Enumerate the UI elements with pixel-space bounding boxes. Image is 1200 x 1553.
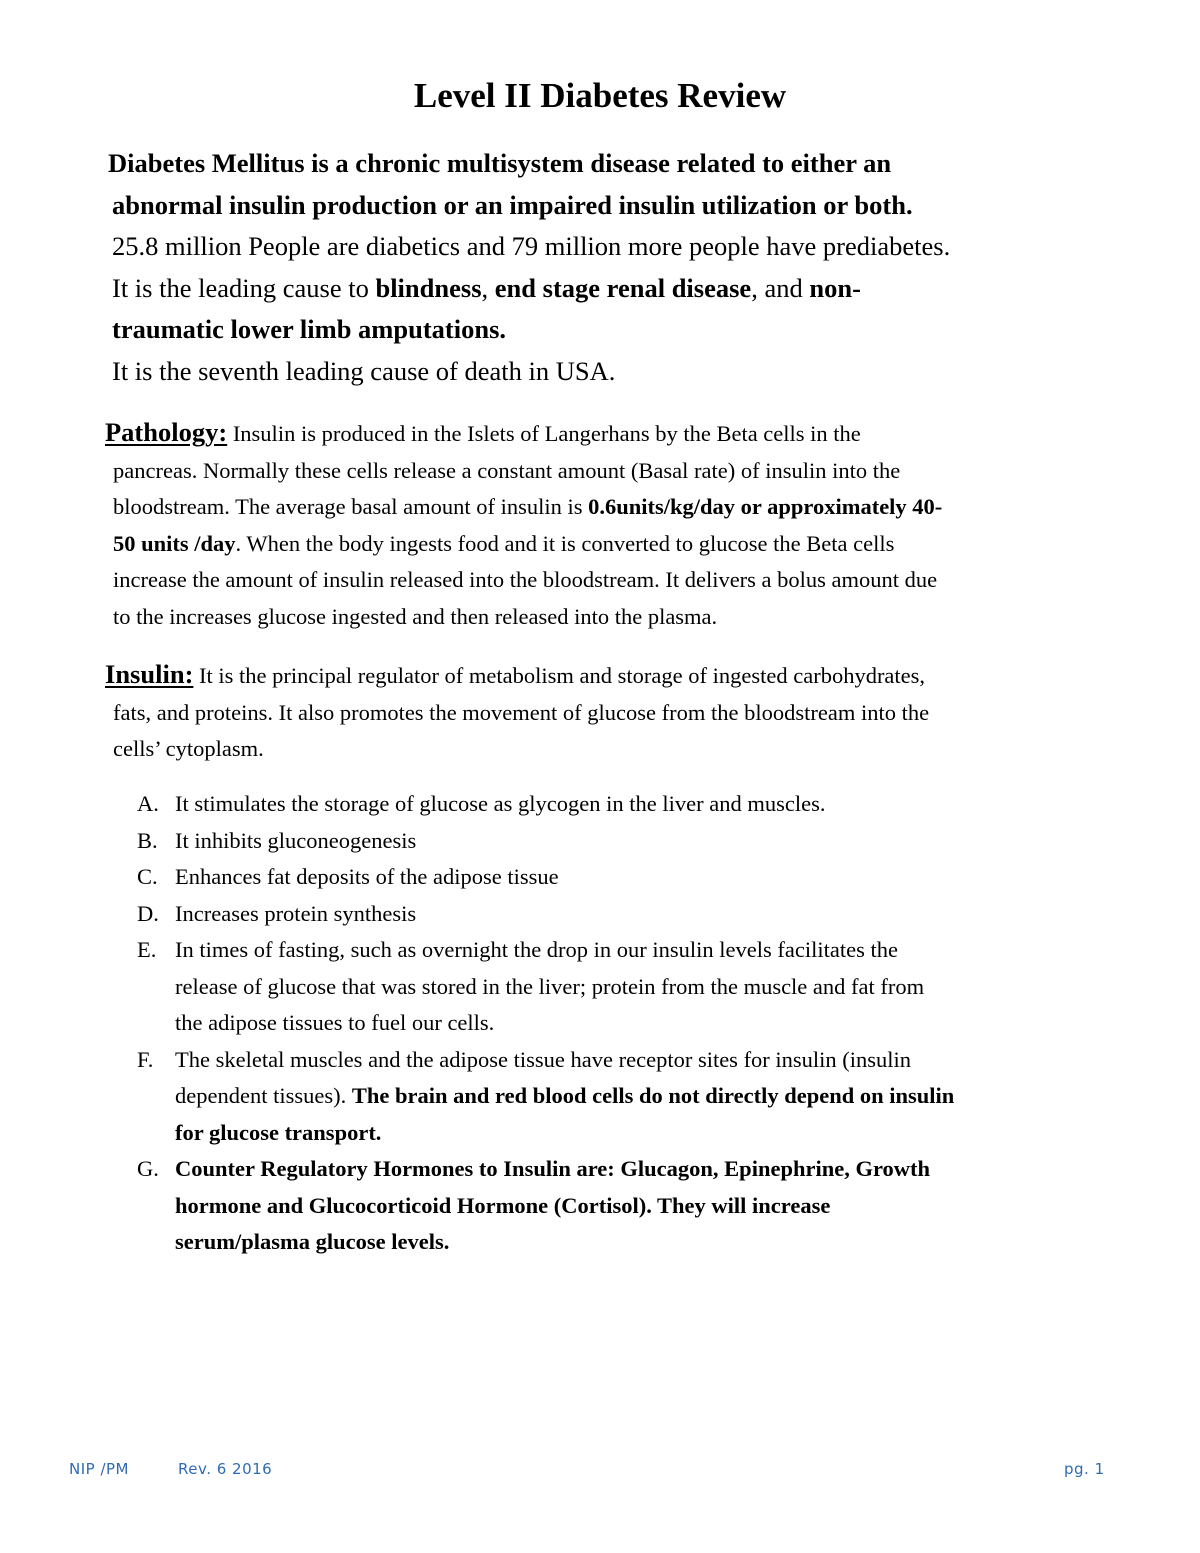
death-line: It is the seventh leading cause of death in USA.: [112, 355, 616, 386]
list-item-text: for glucose transport.: [175, 1119, 382, 1145]
list-text-bold: The brain and red blood cells do not directly depend on insulin: [351, 1083, 955, 1108]
definition-line-2: abnormal insulin production or an impaired insulin utilization or both.: [112, 189, 913, 220]
list-item-text: the adipose tissues to fuel our cells.: [175, 1010, 495, 1035]
page-title: Level II Diabetes Review: [413, 76, 787, 115]
list-text-part: dependent tissues).: [175, 1083, 352, 1108]
pathology-line-3: [113, 489, 1143, 526]
pathology-line-6: to the increases glucose ingested and then released into the plasma.: [113, 603, 718, 629]
list-marker: A.: [137, 791, 159, 816]
list-item: [137, 932, 1137, 1042]
footer-author: NIP /PM: [69, 1460, 129, 1478]
pathology-line-1: [105, 414, 1143, 453]
basal-dose-2: 50 units /day: [113, 530, 236, 556]
insulin-line-1: [105, 656, 1143, 695]
list-marker: C.: [137, 864, 158, 889]
list-marker: F.: [137, 1046, 154, 1072]
insulin-text-1: It is the principal regulator of metabolism and storage of ingested carbohydrates,: [193, 663, 926, 688]
basal-dose-1: 0.6units/kg/day or approximately 40-: [588, 494, 943, 519]
statistics-line: 25.8 million People are diabetics and 79 million more people have prediabetes.: [112, 231, 951, 261]
cause-blindness: blindness: [375, 272, 482, 303]
pathology-line-2: pancreas. Normally these cells release a constant amount (Basal rate) of insulin into the: [113, 457, 901, 483]
insulin-effects-list: [137, 786, 1137, 1261]
cause-separator-2: , and: [751, 272, 810, 303]
list-item: [137, 786, 1137, 823]
pathology-section: [105, 414, 1143, 635]
insulin-line-2: fats, and proteins. It also promotes the movement of glucose from the bloodstream into the: [113, 699, 930, 725]
list-item-text: [175, 1078, 1137, 1115]
list-item: [137, 823, 1137, 860]
list-item-text: Increases protein synthesis: [175, 900, 417, 926]
intro-paragraph: [108, 143, 1108, 392]
cause-prefix: It is the leading cause to: [112, 272, 376, 303]
list-marker: B.: [137, 827, 158, 853]
footer-revision: Rev. 6 2016: [178, 1460, 273, 1478]
list-marker: E.: [137, 937, 157, 962]
footer-page-number: pg. 1: [1064, 1460, 1105, 1478]
pathology-line-5: increase the amount of insulin released into the bloodstream. It delivers a bolus amount due: [113, 567, 938, 592]
list-marker: G.: [137, 1156, 159, 1181]
list-item-text: Enhances fat deposits of the adipose tissue: [175, 864, 559, 889]
list-item-text: It stimulates the storage of glucose as glycogen in the liver and muscles.: [175, 791, 826, 816]
pathology-line-4: [113, 526, 1143, 563]
pathology-text-1: Insulin is produced in the Islets of Langerhans by the Beta cells in the: [227, 421, 861, 446]
list-item: [137, 1151, 1137, 1261]
list-item-text: Counter Regulatory Hormones to Insulin are: Glucagon, Epinephrine, Growth: [175, 1156, 931, 1181]
list-item-text: serum/plasma glucose levels.: [175, 1229, 450, 1254]
list-item-text: release of glucose that was stored in the liver; protein from the muscle and fat from: [175, 973, 925, 999]
insulin-line-3: cells’ cytoplasm.: [113, 736, 264, 761]
list-item: [137, 1042, 1137, 1152]
list-item-text: It inhibits gluconeogenesis: [175, 827, 417, 853]
cause-separator-1: ,: [481, 272, 495, 303]
definition-line-1: Diabetes Mellitus is a chronic multisystem disease related to either an: [108, 148, 892, 178]
pathology-heading: Pathology:: [105, 417, 228, 447]
insulin-section: [105, 656, 1143, 768]
pathology-text-3: bloodstream. The average basal amount of insulin is: [113, 494, 589, 519]
list-marker: D.: [137, 900, 159, 926]
list-item: [137, 896, 1137, 933]
cause-non: non-: [809, 272, 861, 303]
cause-line-1: [112, 268, 1108, 310]
insulin-heading: Insulin:: [105, 659, 194, 689]
cause-line-2: traumatic lower limb amputations.: [112, 314, 507, 344]
pathology-text-4: . When the body ingests food and it is converted to glucose the Beta cells: [235, 530, 895, 556]
list-item-text: The skeletal muscles and the adipose tissue have receptor sites for insulin (insulin: [175, 1046, 912, 1072]
list-item-text: In times of fasting, such as overnight the drop in our insulin levels facilitates the: [175, 937, 898, 962]
list-item: [137, 859, 1137, 896]
cause-esrd: end stage renal disease: [494, 272, 752, 303]
list-item-text: hormone and Glucocorticoid Hormone (Cortisol). They will increase: [175, 1192, 831, 1218]
